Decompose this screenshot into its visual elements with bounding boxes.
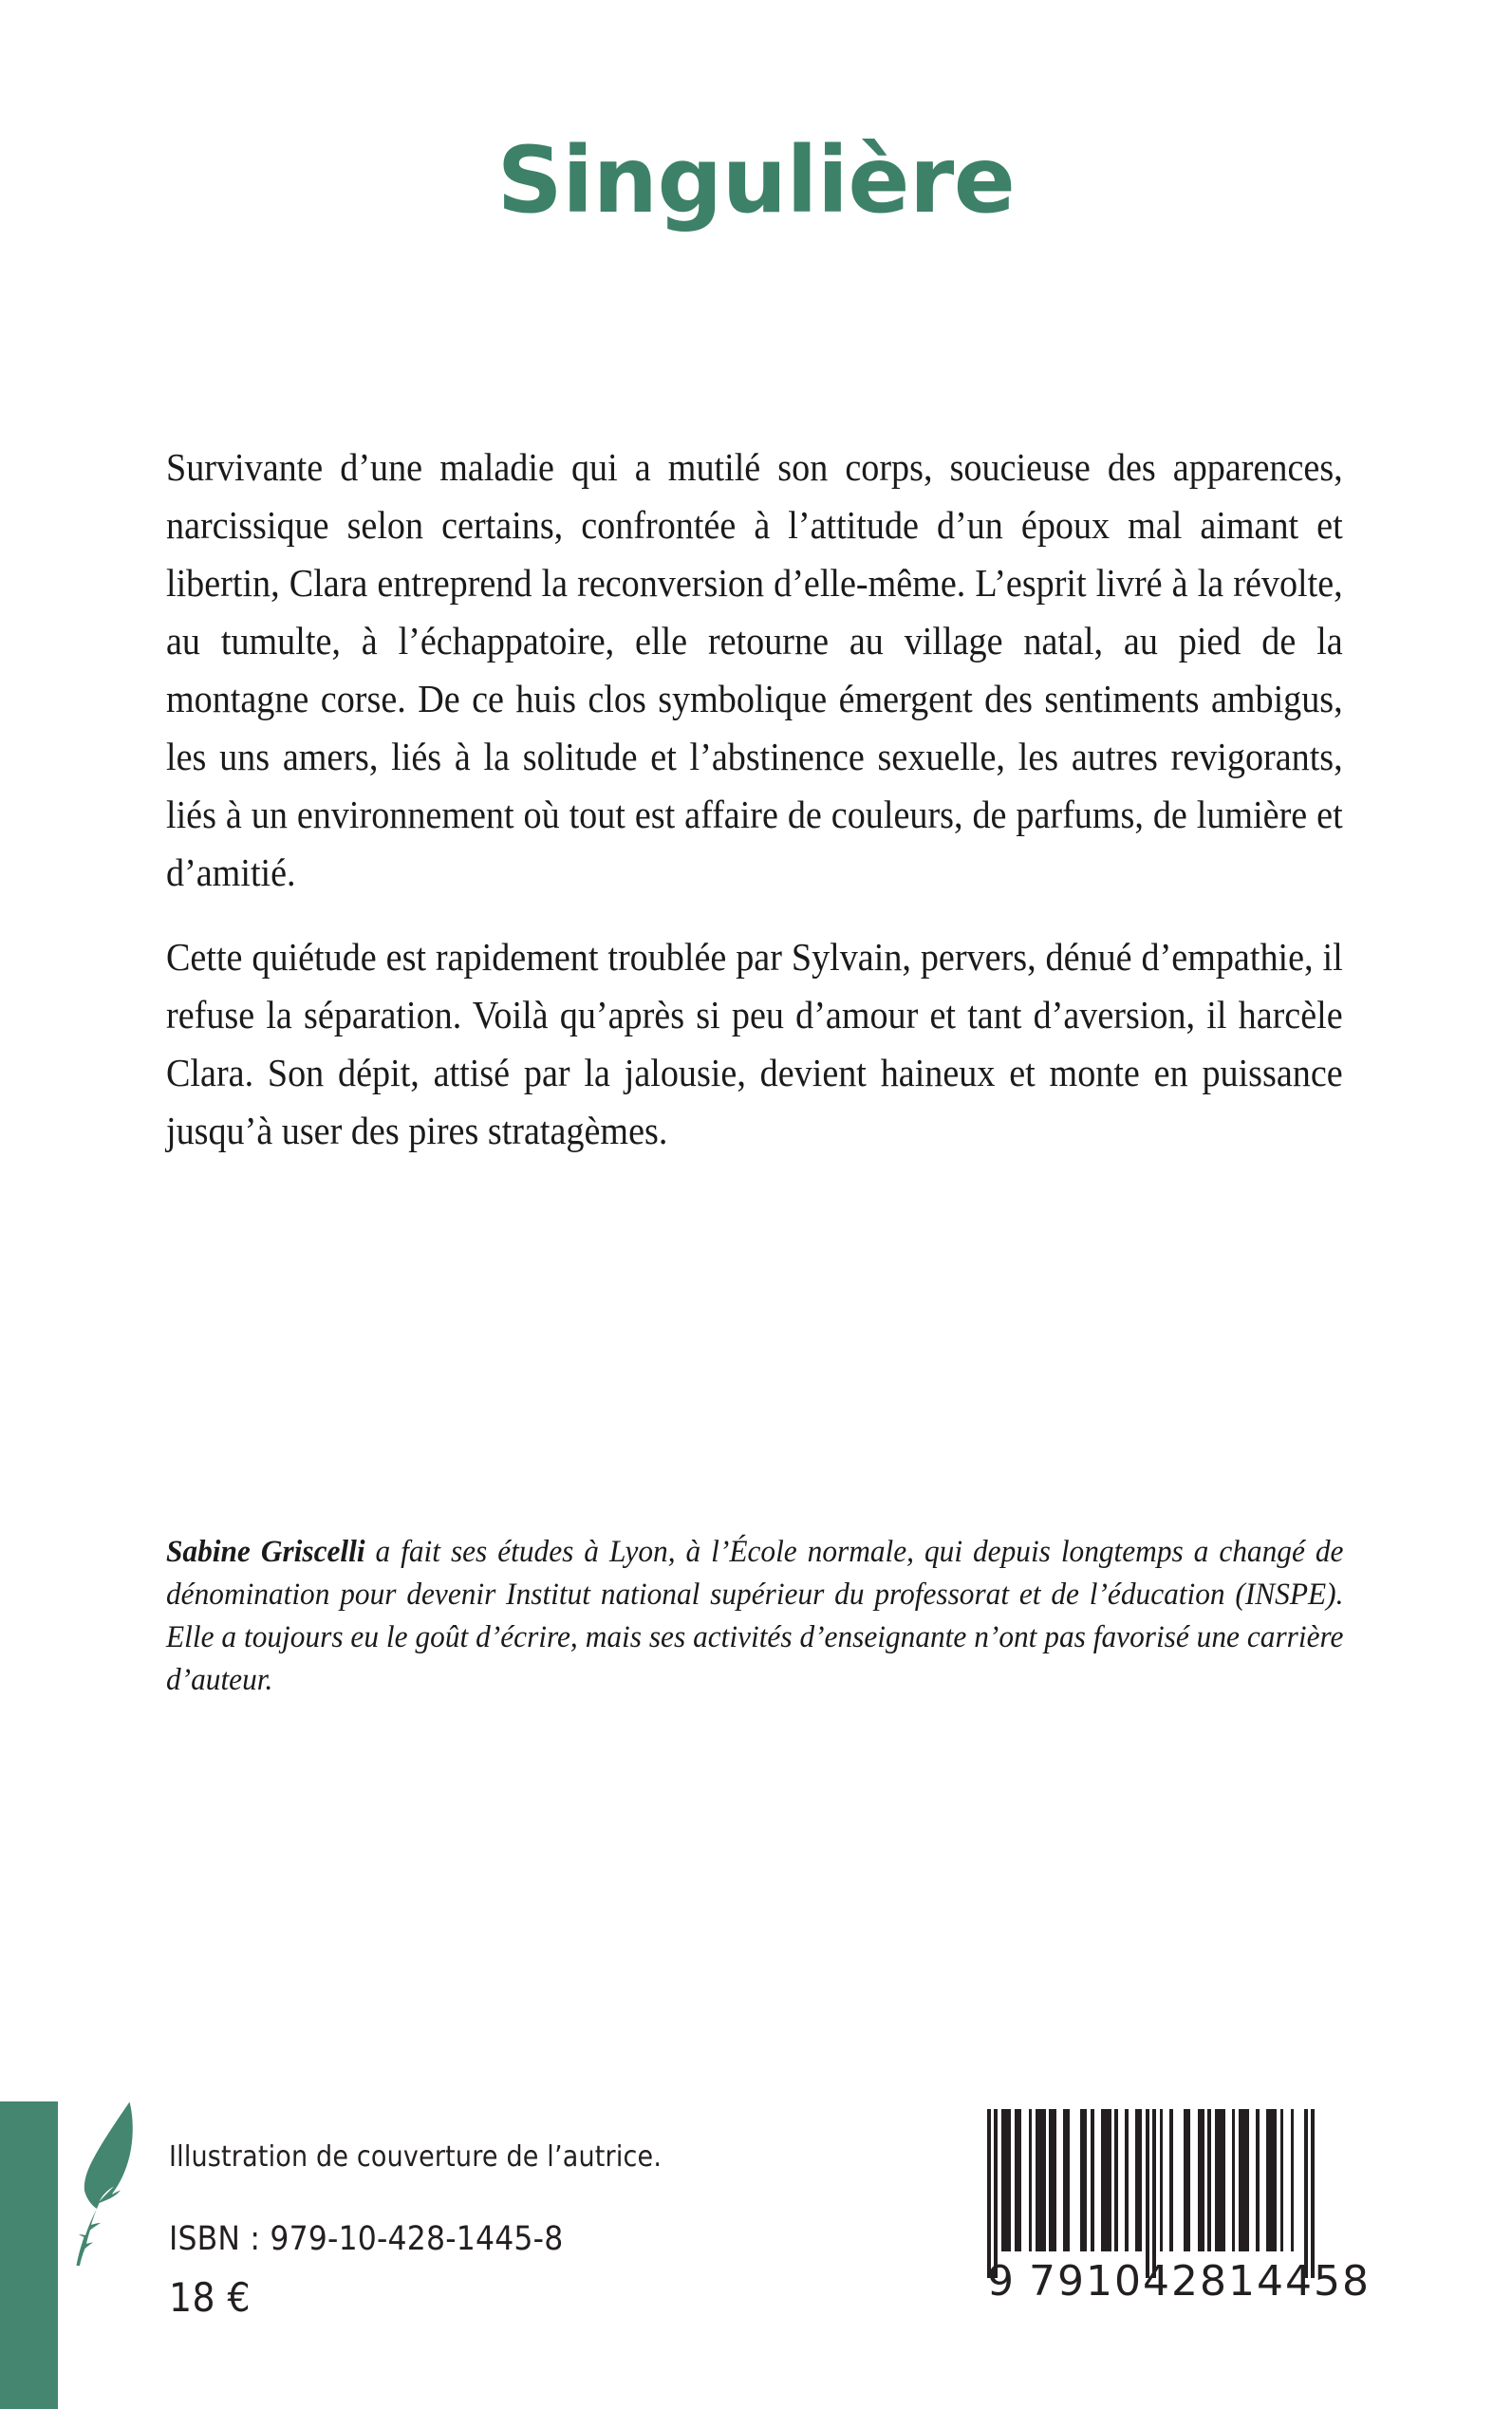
cover-illustration-credit: Illustration de couverture de l’autrice.: [169, 2140, 663, 2174]
author-name: Sabine Griscelli: [166, 1535, 365, 1569]
blurb-paragraph-1: Survivante d’une maladie qui a mutilé son corps, soucieuse des apparences, narcissique selon certains, confrontée à l’attitude d’un époux mal aimant et libertin, Clara entreprend la reconversion d’elle-même. L’esprit livré à la révolte, au tumulte, à l’échappatoire, elle retourne au village natal, au pied de la montagne corse. De ce huis clos symbolique émergent des sentiments ambigus, les uns amers, liés à la solitude et l’abstinence sexuelle, les autres revigorants, liés à un environnement où tout est affaire de couleurs, de parfums, de lumière et d’amitié.: [166, 445, 1343, 894]
barcode-bar: [1280, 2109, 1284, 2251]
barcode-bar: [1311, 2109, 1315, 2278]
author-bio-block: [166, 1531, 1343, 1702]
barcode-bar: [987, 2109, 991, 2278]
author-bio-text: a fait ses études à Lyon, à l’École normale, qui depuis longtemps a changé de dénomination pour devenir Institut national supérieur du professorat et de l’éducation (INSPE). Elle a toujours eu le goût d’écrire, mais ses activités d’enseignante n’ont pas favorisé une carrière d’auteur.: [166, 1535, 1344, 1697]
page-title: Singulière: [496, 127, 1016, 233]
barcode-digit-lead: 9: [987, 2257, 1016, 2306]
blurb-paragraph-2: Cette quiétude est rapidement troublée par Sylvain, pervers, dénué d’empathie, il refuse la séparation. Voilà qu’après si peu d’amour et tant d’aversion, il harcèle Clara. Son dépit, attisé par la jalousie, devient haineux et monte en puissance jusqu’à user des pires stratagèmes.: [166, 935, 1343, 1152]
barcode-bar: [1036, 2109, 1046, 2251]
barcode-bar: [1239, 2109, 1249, 2251]
barcode-bar: [1001, 2109, 1012, 2251]
barcode-bar: [1160, 2109, 1164, 2251]
barcode-bar: [1198, 2109, 1204, 2251]
barcode-bar: [1207, 2109, 1211, 2251]
author-bio: [166, 1531, 1343, 1702]
barcode-bar: [1152, 2109, 1156, 2278]
barcode-bar: [1304, 2109, 1308, 2278]
barcode-bar: [1080, 2109, 1087, 2251]
price-label: 18 €: [169, 2274, 251, 2321]
footer-accent-bar: [0, 2101, 58, 2409]
blurb-block: [166, 439, 1343, 1160]
barcode-bar: [1266, 2109, 1277, 2251]
barcode-bar: [1125, 2109, 1129, 2251]
title-block: [0, 127, 1512, 233]
barcode-bar: [1114, 2109, 1118, 2251]
barcode-bars: [987, 2109, 1315, 2251]
barcode-bar: [1169, 2109, 1173, 2251]
barcode-bar: [1063, 2109, 1070, 2251]
barcode-bar: [1101, 2109, 1111, 2251]
feather-quill-logo-icon: [70, 2100, 137, 2267]
barcode-bar: [1215, 2109, 1225, 2251]
barcode-bar: [1291, 2109, 1295, 2251]
ean13-barcode: [987, 2109, 1371, 2327]
barcode-bar: [1135, 2109, 1142, 2251]
isbn-label: ISBN : 979-10-428-1445-8: [169, 2220, 564, 2258]
barcode-digits: [987, 2257, 1371, 2306]
barcode-bar: [1015, 2109, 1021, 2251]
barcode-bar: [1091, 2109, 1094, 2251]
barcode-bar: [1049, 2109, 1055, 2251]
footer-text-block: [169, 2140, 717, 2321]
barcode-bar: [1146, 2109, 1149, 2278]
barcode-bar: [1029, 2109, 1033, 2251]
barcode-bar: [994, 2109, 998, 2278]
barcode-bar: [1232, 2109, 1236, 2251]
barcode-bar: [1184, 2109, 1190, 2251]
barcode-digits-left: 791042: [1029, 2257, 1200, 2306]
barcode-digits-right: 814458: [1199, 2257, 1371, 2306]
barcode-bar: [1256, 2109, 1260, 2251]
